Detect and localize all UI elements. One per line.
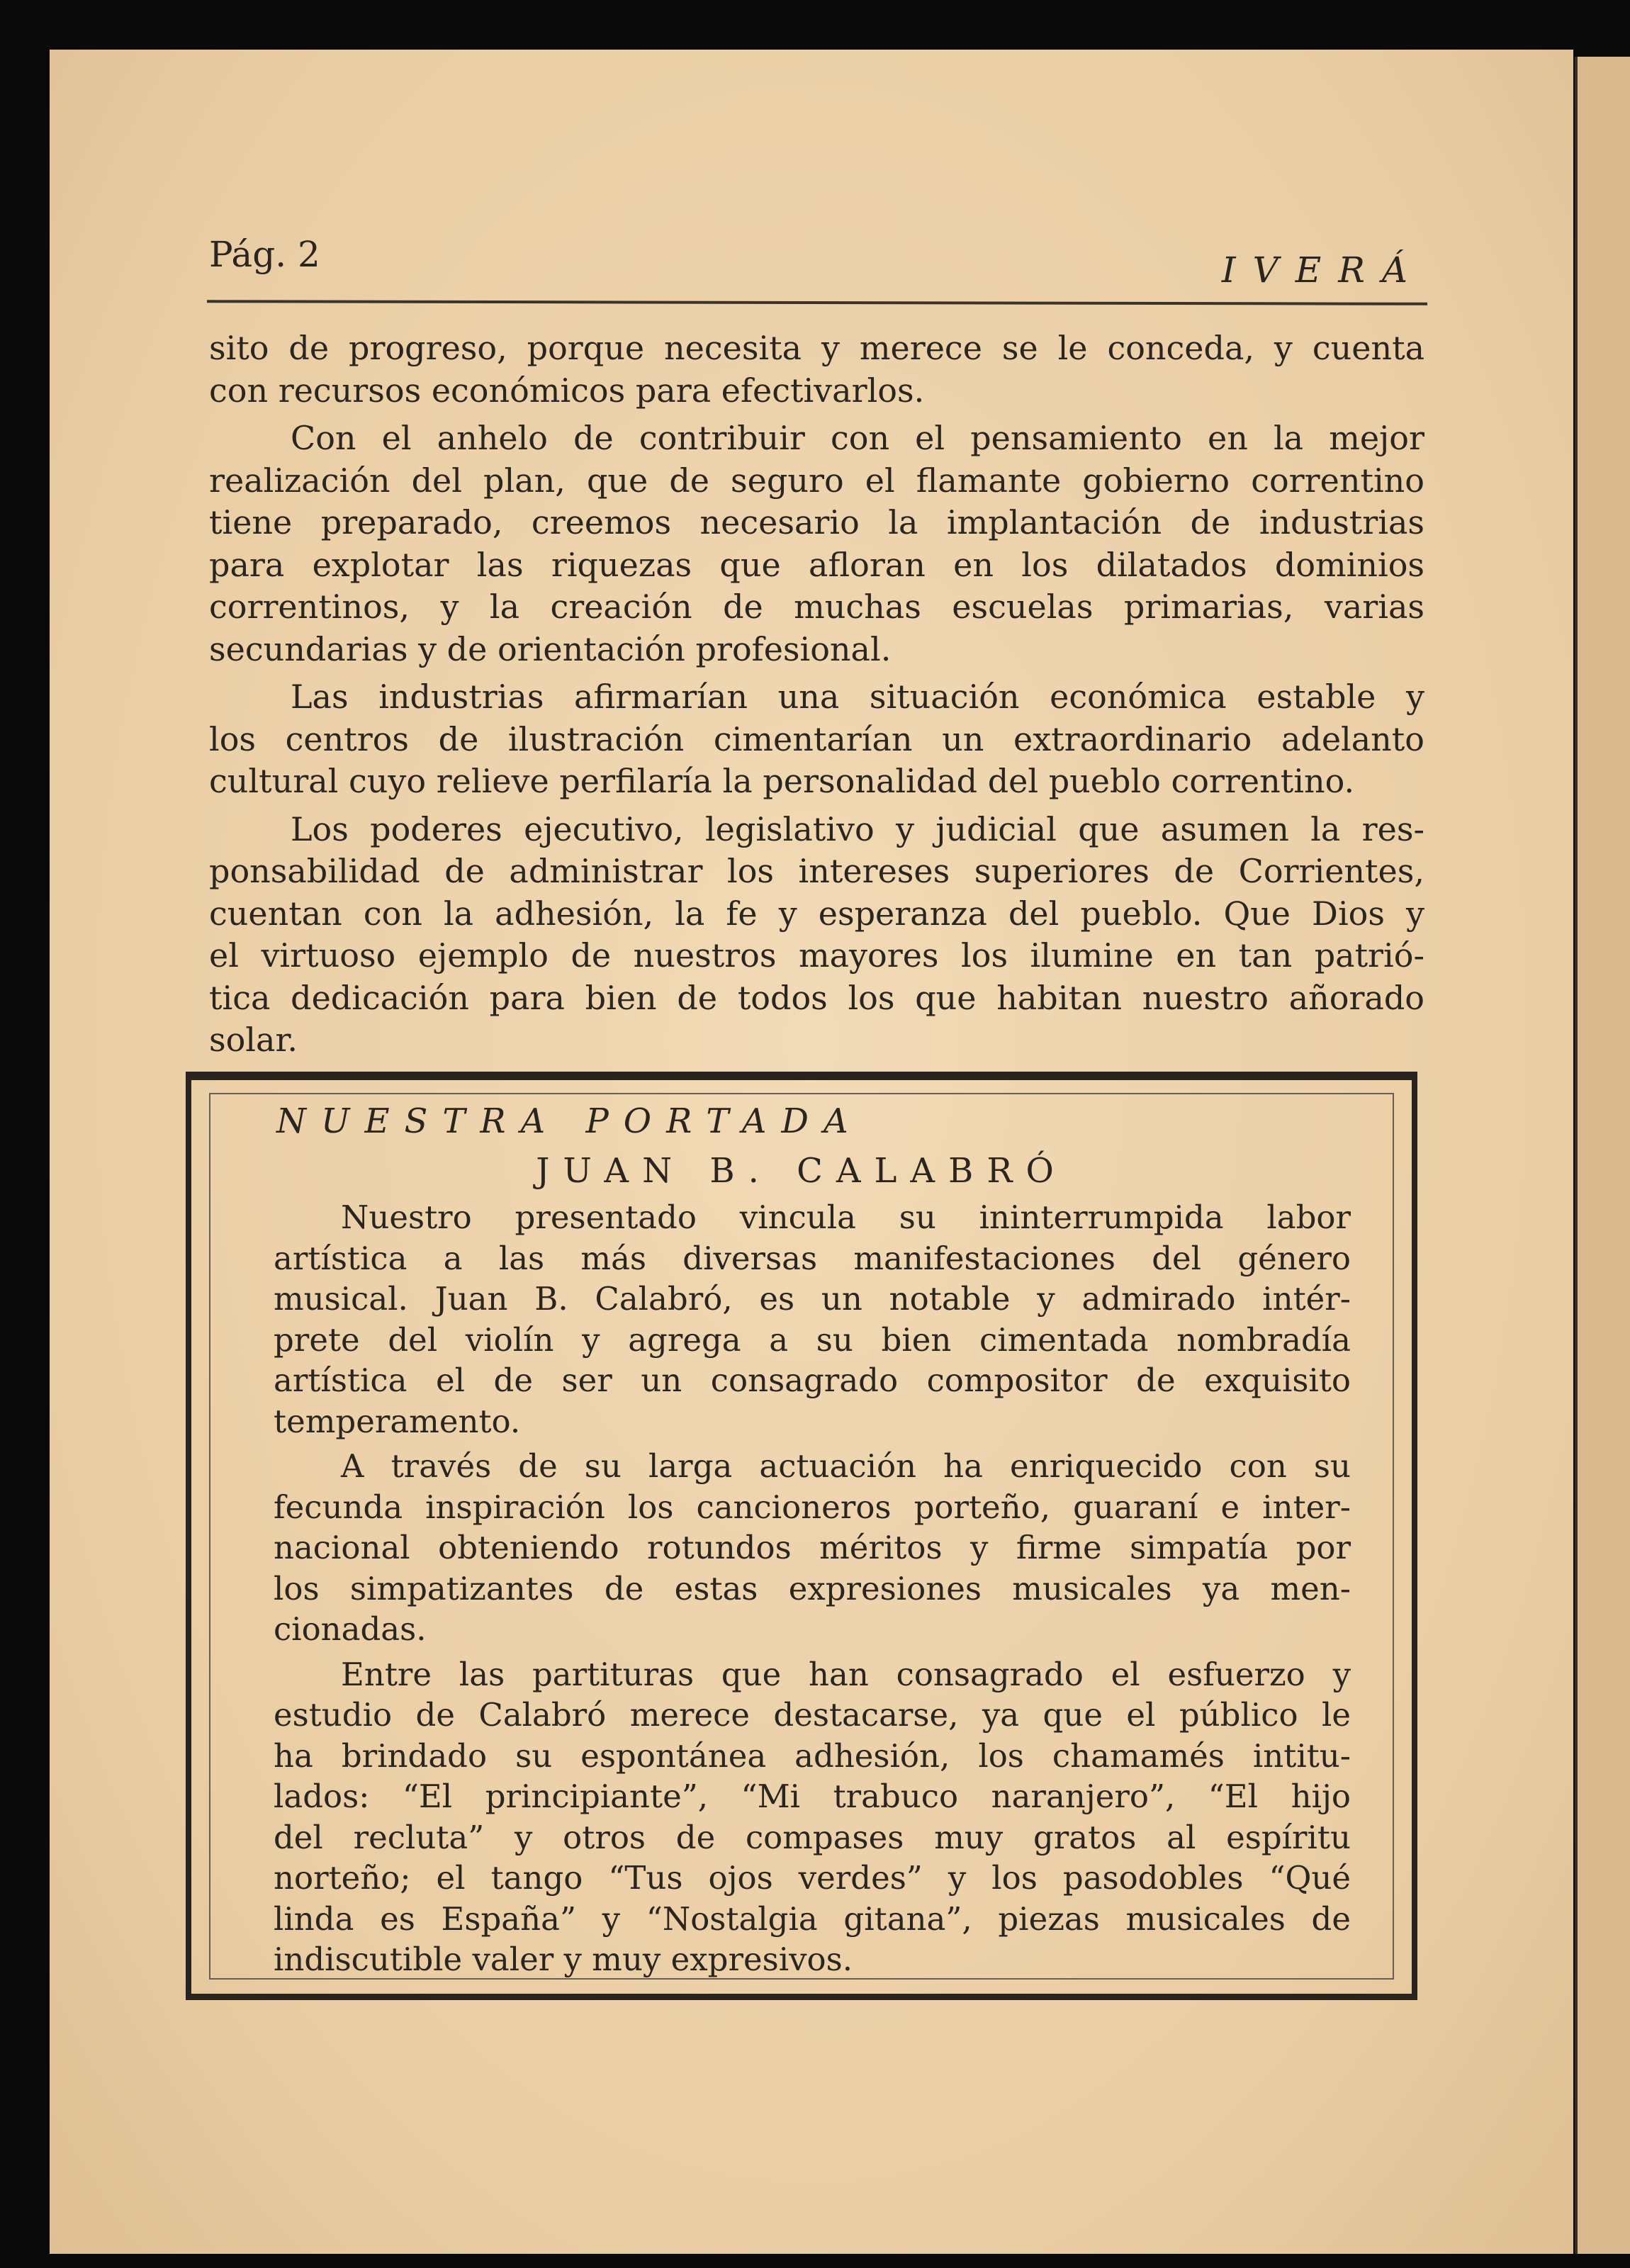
text-line: los centros de ilustración cimentarían un extraordinario adelanto xyxy=(209,719,1424,758)
text-line: del recluta” y otros de compases muy gratos al espíritu xyxy=(274,1818,1351,1856)
text-line: cuentan con la adhesión, la fe y esperanza del pueblo. Que Dios y xyxy=(209,894,1424,933)
box-subject-name: JUAN B. CALABRÓ xyxy=(536,1151,1067,1191)
nuestra-portada-box xyxy=(186,1072,1417,2000)
text-line: sito de progreso, porque necesita y merece se le conceda, y cuenta xyxy=(209,329,1424,367)
box-body xyxy=(274,1197,1351,1980)
text-line: cionadas. xyxy=(274,1610,427,1648)
text-line: Las industrias afirmarían una situación económica estable y xyxy=(291,678,1424,716)
text-line: musical. Juan B. Calabró, es un notable y admirado intér- xyxy=(274,1280,1351,1318)
text-line: Los poderes ejecutivo, legislativo y judicial que asumen la res- xyxy=(291,809,1424,848)
publication-title: IVERÁ xyxy=(1221,249,1424,291)
text-line: con recursos económicos para efectivarlos. xyxy=(209,371,925,410)
text-line: el virtuoso ejemplo de nuestros mayores los ilumine en tan patrió- xyxy=(209,936,1424,975)
text-line: correntinos, y la creación de muchas escuelas primarias, varias xyxy=(209,588,1424,626)
text-line: nacional obteniendo rotundos méritos y firme simpatía por xyxy=(274,1529,1351,1566)
text-line: ha brindado su espontánea adhesión, los chamamés intitu- xyxy=(274,1736,1351,1775)
text-line: temperamento. xyxy=(274,1402,521,1440)
text-line: Nuestro presentado vincula su ininterrumpida labor xyxy=(341,1198,1351,1236)
text-line: los simpatizantes de estas expresiones musicales ya men- xyxy=(274,1569,1351,1607)
text-line: artística el de ser un consagrado compositor de exquisito xyxy=(274,1362,1351,1399)
box-title: NUESTRA PORTADA xyxy=(276,1101,863,1141)
text-line: indiscutible valer y muy expresivos. xyxy=(274,1941,853,1978)
text-line: tiene preparado, creemos necesario la implantación de industrias xyxy=(209,503,1424,541)
text-line: realización del plan, que de seguro el flamante gobierno correntino xyxy=(209,461,1424,500)
text-line: Con el anhelo de contribuir con el pensamiento en la mejor xyxy=(291,419,1424,457)
text-line: fecunda inspiración los cancioneros porteño, guaraní e inter- xyxy=(274,1488,1351,1526)
text-line: linda es España” y “Nostalgia gitana”, piezas musicales de xyxy=(274,1899,1351,1938)
text-line: Entre las partituras que han consagrado el esfuerzo y xyxy=(341,1655,1351,1693)
text-line: tica dedicación para bien de todos los que habitan nuestro añorado xyxy=(209,978,1424,1017)
text-line: lados: “El principiante”, “Mi trabuco naranjero”, “El hijo xyxy=(274,1778,1351,1815)
text-line: prete del violín y agrega a su bien cimentada nombradía xyxy=(274,1320,1351,1359)
text-line: solar. xyxy=(209,1021,298,1059)
text-line: cultural cuyo relieve perfilaría la personalidad del pueblo correntino. xyxy=(209,762,1355,800)
text-line: ponsabilidad de administrar los intereses superiores de Corrientes, xyxy=(209,852,1424,890)
adjacent-page-edge xyxy=(1575,57,1630,2254)
article-body xyxy=(209,327,1424,1062)
page-number: Pág. 2 xyxy=(209,234,320,275)
text-line: norteño; el tango “Tus ojos verdes” y los pasodobles “Qué xyxy=(274,1859,1351,1897)
text-line: A través de su larga actuación ha enriquecido con su xyxy=(341,1447,1351,1485)
text-line: estudio de Calabró merece destacarse, ya que el público le xyxy=(274,1696,1351,1734)
text-line: para explotar las riquezas que afloran en los dilatados dominios xyxy=(209,545,1424,584)
text-line: secundarias y de orientación profesional. xyxy=(209,629,892,668)
text-line: artística a las más diversas manifestaciones del género xyxy=(274,1239,1351,1277)
